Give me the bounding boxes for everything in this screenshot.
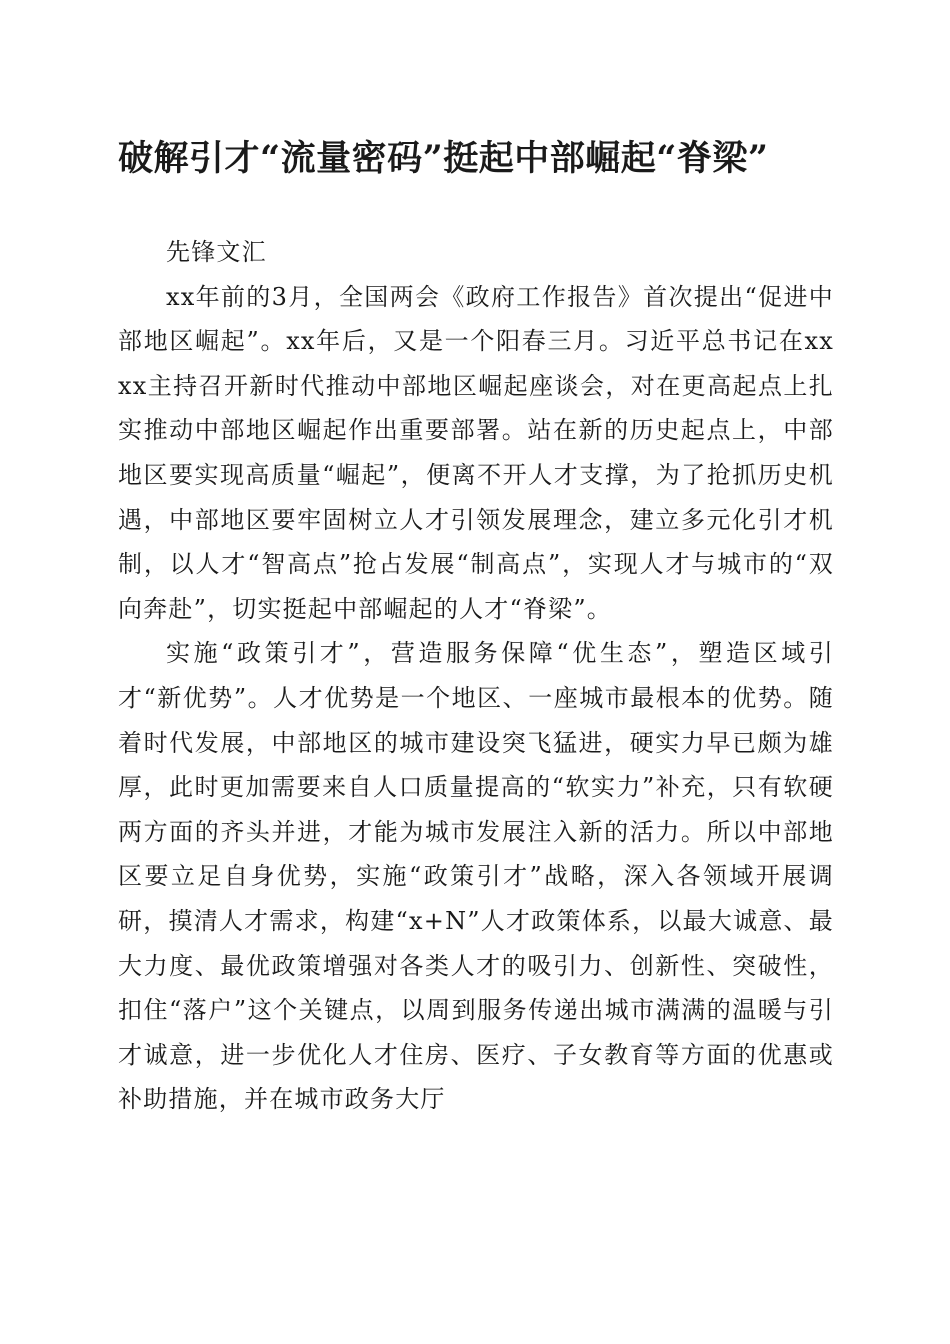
paragraph-2: 实施“政策引才”，营造服务保障“优生态”，塑造区域引才“新优势”。人才优势是一个地区、一座城市最根本的优势。随着时代发展，中部地区的城市建设突飞猛进，硬实力早已颇为雄厚，此时更加需要来自人口质量提高的“软实力”补充，只有软硬两方面的齐头并进，才能为城市发展注入新的活力。所以中部地区要立足自身优势，实施“政策引才”战略，深入各领域开展调研，摸清人才需求，构建“x+N”人才政策体系，以最大诚意、最大力度、最优政策增强对各类人才的吸引力、创新性、突破性，扣住“落户”这个关键点，以周到服务传递出城市满满的温暖与引才诚意，进一步优化人才住房、医疗、子女教育等方面的优惠或补助措施，并在城市政务大厅	[118, 639, 834, 1114]
paragraph-1: xx年前的3月，全国两会《政府工作报告》首次提出“促进中部地区崛起”。xx年后，又是一个阳春三月。习近平总书记在xxxx主持召开新时代推动中部地区崛起座谈会，对在更高起点上扎实推动中部地区崛起作出重要部署。站在新的历史起点上，中部地区要实现高质量“崛起”，便离不开人才支撑，为了抢抓历史机遇，中部地区要牢固树立人才引领发展理念，建立多元化引才机制，以人才“智高点”抢占发展“制高点”，实现人才与城市的“双向奔赴”，切实挺起中部崛起的人才“脊梁”。	[118, 282, 834, 623]
author-line: 先锋文汇	[166, 238, 267, 266]
document-body	[118, 230, 834, 1122]
document-title: 破解引才“流量密码”挺起中部崛起“脊梁”	[118, 138, 769, 179]
